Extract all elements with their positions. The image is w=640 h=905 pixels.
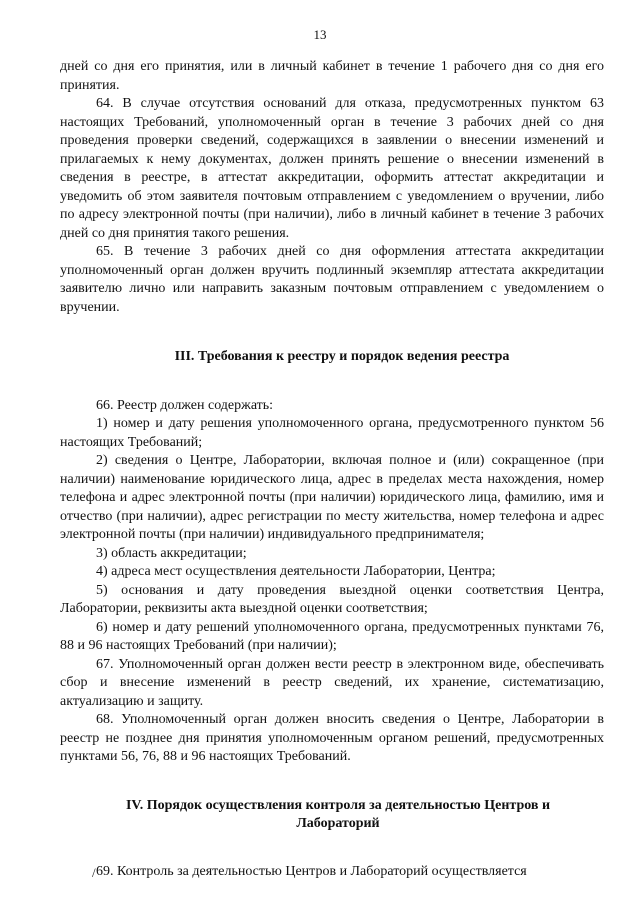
paragraph-65: 65. В течение 3 рабочих дней со дня оформления аттестата аккредитации уполномоченный орган должен вручить подлинный экземпляр аттестата аккредитации заявителю лично или направить заказным почтовым отправлением с уведомлением о вручении. — [60, 244, 604, 315]
paragraph-64: 64. В случае отсутствия оснований для отказа, предусмотренных пунктом 63 настоящих Требований, уполномоченный орган в течение 3 рабочих дней со дня проведения проверки сведений, содержащихся в заявлении о внесении изменений и прилагаемых к нему документах, должен принять решение о внесении изменений в сведения в реестре, в аттестат аккредитации, оформить аттестат аккредитации и уведомить об этом заявителя почтовым отправлением с уведомлением о вручении, либо по адресу электронной почты (при наличии), либо в личный кабинет в течение 3 рабочих дней со дня принятия такого решения. — [60, 96, 604, 241]
list-item-5: 5) основания и дату проведения выездной оценки соответствия Центра, Лаборатории, реквизиты акта выездной оценки соответствия; — [60, 582, 604, 616]
list-item-4: 4) адреса мест осуществления деятельности Лаборатории, Центра; — [96, 564, 496, 579]
paragraph-68: 68. Уполномоченный орган должен вносить сведения о Центре, Лаборатории в реестр не позднее дня принятия уполномоченным органом решений, предусмотренных пунктами 56, 76, 88 и 96 настоящих Требований. — [60, 712, 604, 764]
list-item-6: 6) номер и дату решений уполномоченного органа, предусмотренных пунктами 76, 88 и 96 настоящих Требований (при наличии); — [60, 619, 604, 653]
paragraph-69: 69. Контроль за деятельностью Центров и Лабораторий осуществляется — [96, 863, 527, 879]
paragraph-66: 66. Реестр должен содержать: — [96, 397, 274, 413]
page-number: 13 — [313, 27, 327, 42]
paragraph-continuation: дней со дня его принятия, или в личный кабинет в течение 1 рабочего дня со дня его принятия. — [60, 59, 604, 93]
section-heading-4 — [60, 797, 604, 834]
paragraph-67: 67. Уполномоченный орган должен вести реестр в электронном виде, обеспечивать сбор и внесение изменений в реестр сведений, их хранение, систематизацию, актуализацию и защиту. — [60, 656, 604, 709]
list-item-2: 2) сведения о Центре, Лаборатории, включая полное и (или) сокращенное (при наличии) наименование юридического лица, адрес в пределах места нахождения, номер телефона и адрес электронной почты (при наличии) юридического лица, фамилию, имя и отчество (при наличии), адрес регистрации по месту жительства, номер телефона и адрес электронной почты (при наличии) индивидуального предпринимателя; — [60, 453, 604, 542]
document-body — [60, 58, 604, 881]
list-item-1: 1) номер и дату решения уполномоченного органа, предусмотренного пунктом 56 настоящих Требований; — [60, 416, 604, 450]
stray-mark: / — [92, 865, 96, 880]
list-item-3: 3) область аккредитации; — [96, 545, 247, 561]
section-heading-4-line2: Лабораторий — [296, 816, 380, 831]
section-heading-3: III. Требования к реестру и порядок ведения реестра — [174, 349, 510, 364]
section-heading-4-line1: IV. Порядок осуществления контроля за деятельностью Центров и — [125, 797, 551, 813]
